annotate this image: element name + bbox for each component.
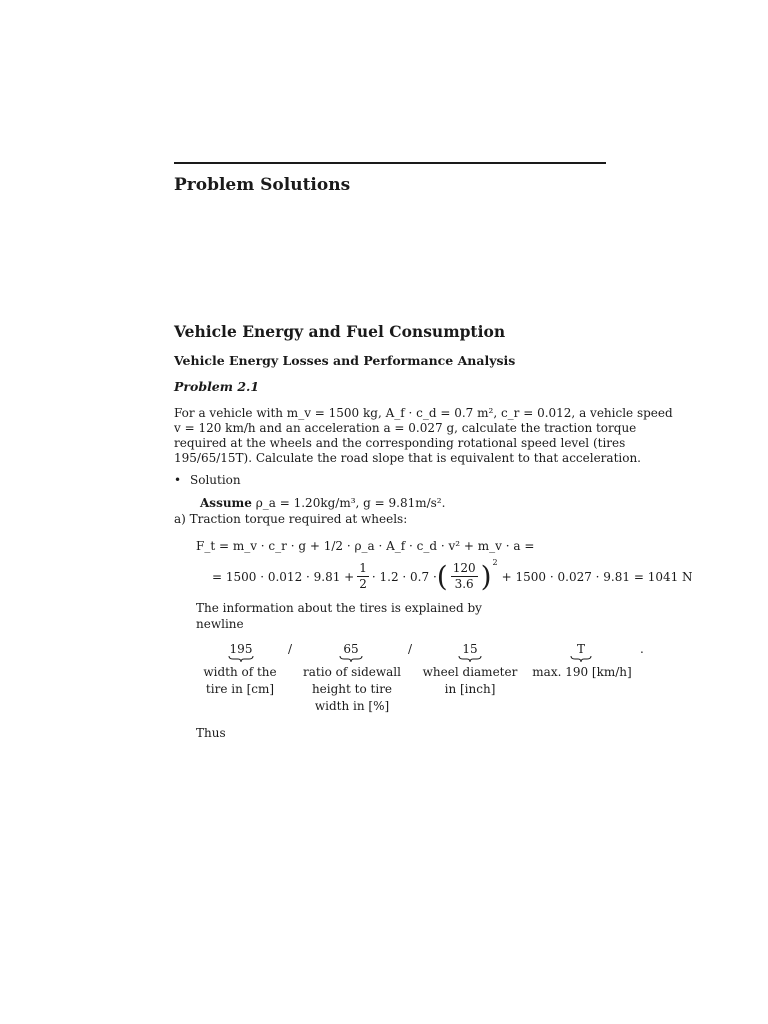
solution-bullet [174,473,241,487]
subsection-title: Vehicle Energy Losses and Performance Analysis [174,353,516,368]
problem-line-1: For a vehicle with m_v = 1500 kg, A_f · c_d = 0.7 m², c_r = 0.012, a vehicle speed [174,406,673,420]
fraction-half [357,562,369,591]
fraction-speed-numerator: 120 [452,561,476,575]
problem-title: Problem 2.1 [174,379,260,394]
problem-statement [174,406,673,466]
tire-code-width-value: 195 [229,642,253,656]
tire-desc-line: max. 190 [km/h] [532,665,632,679]
thus-text: Thus [196,726,226,740]
fraction-speed-denominator: 3.6 [454,577,474,591]
underbrace-icon [228,655,254,663]
info-line-2: newline [196,617,244,631]
info-line-1: The information about the tires is explained by [196,601,482,615]
tire-code-speed [569,642,593,663]
tire-desc-speed [531,664,633,681]
tire-code-ratio [338,642,364,663]
equation-line-2 [212,558,693,593]
tire-desc-ratio [302,664,402,715]
solution-label: Solution [190,473,241,487]
assume-label: Assume [200,496,252,510]
tire-code-diameter [457,642,483,663]
part-a-label: a) Traction torque required at wheels: [174,512,408,526]
tire-desc-width [200,664,280,698]
underbrace-icon [458,655,482,663]
assume-text: ρ_a = 1.20kg/m³, g = 9.81m/s². [255,496,446,510]
fraction-half-numerator: 1 [359,561,367,575]
assumption [200,496,445,510]
speed-exponent: 2 [492,558,498,567]
tire-code-width [226,642,256,663]
fraction-half-denominator: 2 [359,577,367,591]
bullet-dot: • [174,473,182,487]
section-title: Vehicle Energy and Fuel Consumption [174,322,506,341]
eq2-start: = 1500 · 0.012 · 9.81 + [212,569,355,584]
fraction-speed [451,562,478,591]
tire-desc-line: wheel diameter [422,665,518,679]
tire-desc-line: height to tire [311,682,393,696]
underbrace-icon [339,655,363,663]
tire-info-text [196,600,482,632]
chapter-rule [174,162,606,164]
tire-desc-line: in [inch] [444,682,496,696]
tire-desc-line: width in [%] [314,699,390,713]
chapter-title: Problem Solutions [174,175,351,195]
tire-desc-line: tire in [cm] [205,682,275,696]
tire-desc-diameter [422,664,518,698]
problem-line-2: v = 120 km/h and an acceleration a = 0.027 g, calculate the traction torque [174,421,637,435]
tire-code-speed-value: T [576,642,585,656]
right-paren: ) [480,559,492,593]
tire-code-ratio-value: 65 [343,642,359,656]
tire-desc-line: width of the [203,665,277,679]
problem-line-4: 195/65/15T). Calculate the road slope that is equivalent to that acceleration. [174,451,641,465]
eq2-end: + 1500 · 0.027 · 9.81 = 1041 N [501,569,693,584]
underbrace-icon [570,655,592,663]
left-paren: ( [436,559,448,593]
slash-2: / [408,642,413,656]
tire-code-diameter-value: 15 [462,642,478,656]
eq2-mid: · 1.2 · 0.7 · [371,569,437,584]
problem-line-3: required at the wheels and the corresponding rotational speed level (tires [174,436,626,450]
end-period: . [640,642,644,656]
equation-line-1: F_t = m_v · c_r · g + 1/2 · ρ_a · A_f · c_d · v² + m_v · a = [196,539,535,553]
tire-desc-line: ratio of sidewall [303,665,401,679]
slash-1: / [288,642,293,656]
